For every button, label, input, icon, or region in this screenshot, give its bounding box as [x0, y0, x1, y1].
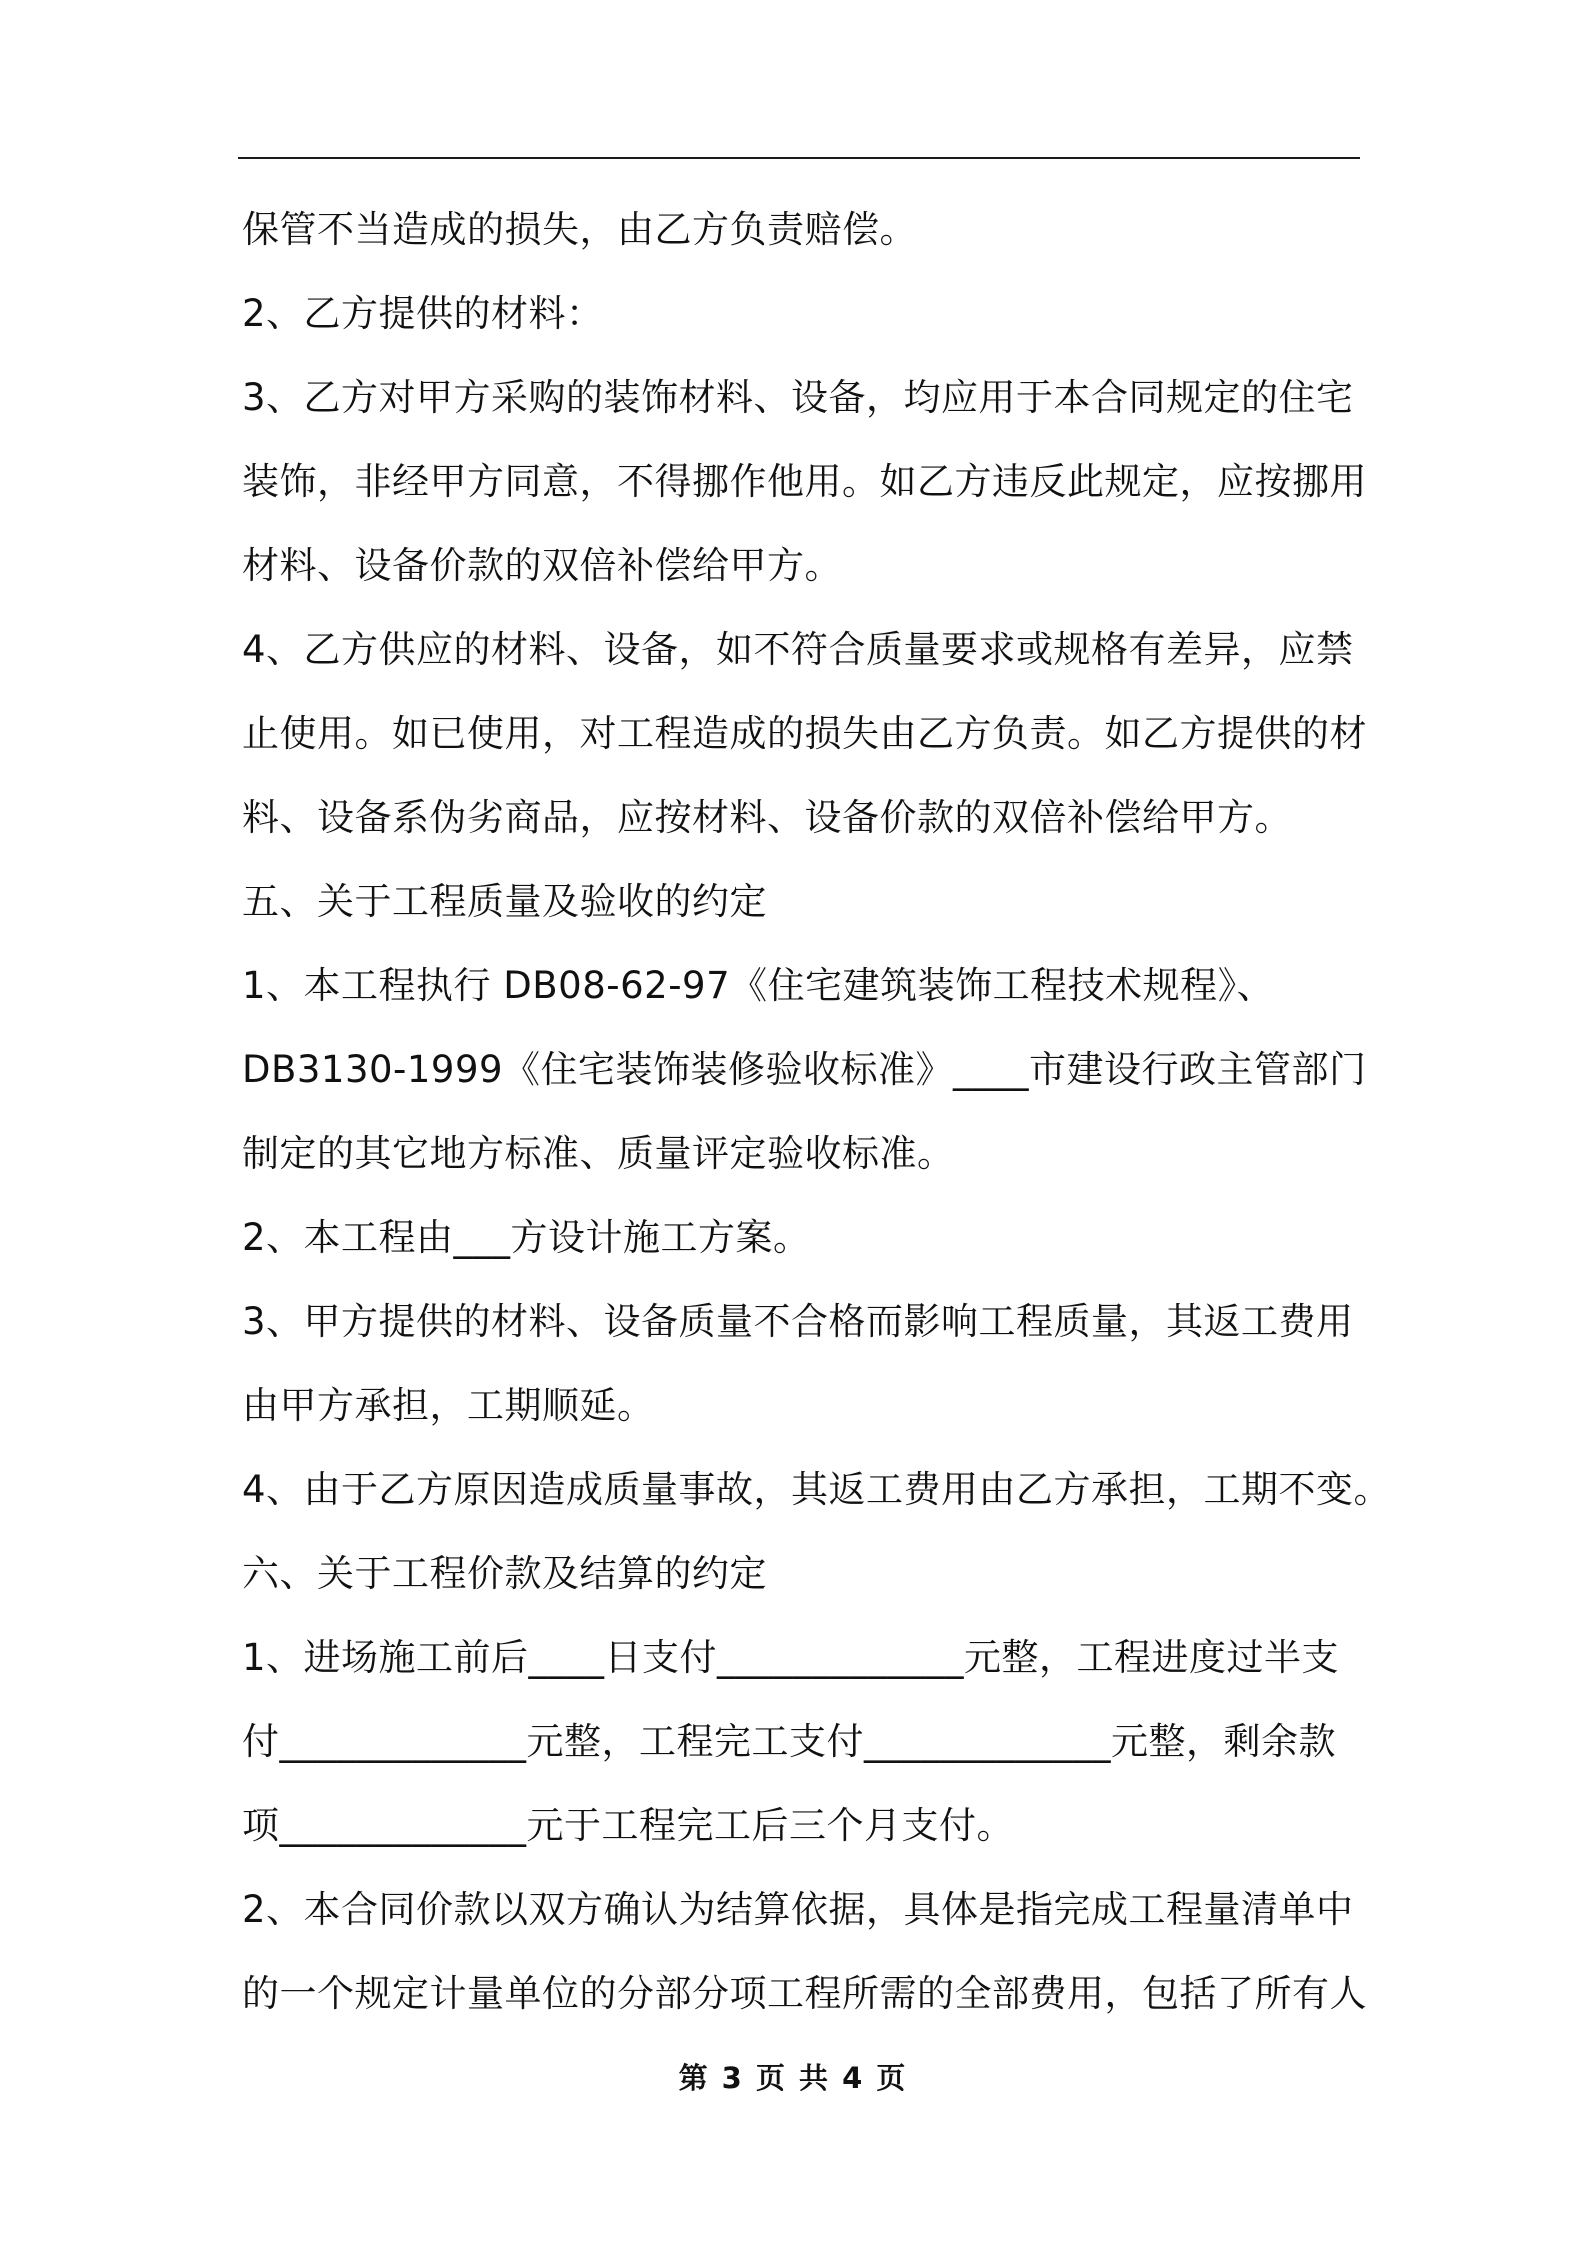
body-line: 材料、设备价款的双倍补偿给甲方。 — [242, 544, 842, 587]
body-line: 2、本工程由___方设计施工方案。 — [242, 1216, 811, 1259]
body-line: 2、乙方提供的材料： — [242, 292, 604, 335]
body-line: DB3130-1999《住宅装饰装修验收标准》____市建设行政主管部门 — [242, 1048, 1367, 1091]
body-line: 装饰，非经甲方同意，不得挪作他用。如乙方违反此规定，应按挪用 — [242, 460, 1367, 503]
section-heading: 五、关于工程质量及验收的约定 — [242, 880, 767, 923]
body-line: 制定的其它地方标准、质量评定验收标准。 — [242, 1132, 955, 1175]
body-line: 保管不当造成的损失，由乙方负责赔偿。 — [242, 208, 917, 251]
page-number-footer: 第 3 页 共 4 页 — [678, 2061, 908, 2095]
body-line: 止使用。如已使用，对工程造成的损失由乙方负责。如乙方提供的材 — [242, 712, 1367, 755]
header-rule — [238, 157, 1360, 159]
body-line: 1、进场施工前后____日支付_____________元整，工程进度过半支 — [242, 1636, 1340, 1679]
body-line: 3、乙方对甲方采购的装饰材料、设备，均应用于本合同规定的住宅 — [242, 376, 1354, 419]
body-line: 的一个规定计量单位的分部分项工程所需的全部费用，包括了所有人 — [242, 1972, 1367, 2015]
body-line: 料、设备系伪劣商品，应按材料、设备价款的双倍补偿给甲方。 — [242, 796, 1292, 839]
body-line: 2、本合同价款以双方确认为结算依据，具体是指完成工程量清单中 — [242, 1888, 1354, 1931]
body-line: 3、甲方提供的材料、设备质量不合格而影响工程质量，其返工费用 — [242, 1300, 1354, 1343]
body-line: 1、本工程执行 DB08-62-97《住宅建筑装饰工程技术规程》、 — [242, 964, 1275, 1007]
body-line: 付_____________元整，工程完工支付_____________元整，剩余款 — [242, 1720, 1336, 1763]
document-body — [242, 188, 1392, 2036]
section-heading: 六、关于工程价款及结算的约定 — [242, 1552, 767, 1595]
body-line: 由甲方承担，工期顺延。 — [242, 1384, 655, 1427]
body-line: 项_____________元于工程完工后三个月支付。 — [242, 1804, 1014, 1847]
body-line: 4、乙方供应的材料、设备，如不符合质量要求或规格有差异，应禁 — [242, 628, 1354, 671]
body-line: 4、由于乙方原因造成质量事故，其返工费用由乙方承担，工期不变。 — [242, 1468, 1392, 1511]
